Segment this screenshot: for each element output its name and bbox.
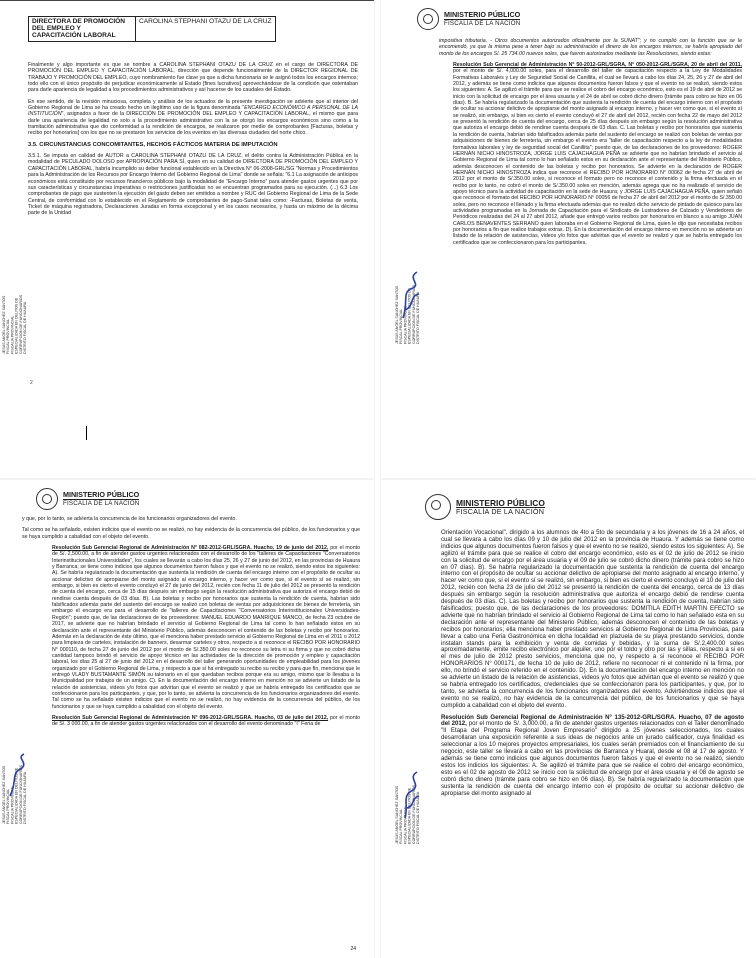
paragraph: Orientación Vocacional", dirigido a los alumnos de 4to a 5to de secundaria y a los jóvenes de 16 a 24 años, el cual se llevara a cabo los días 09 y 10 de julio del 2012 en la provincia de Huaura. Y además se tiene como indicios que algunos documentos fueron falsos y que el evento no se realizó, siendo estos los siguientes: A). Se agilizó el trámite para que se realice el cobro del encargo económico, esto es el 02 de julio de 2012 se inicio con la solicitud de encargo por el área usuaria y el 09 de julio se cobró dicho dinero (trámite para cobro se hizo en 07 días). B). Se habría regularizado la documentación que sustenta la rendición de cuenta del encargo interno con el propósito de ocultar su accionar delictivo de apropiarse del monto asignado al encargo interno, y hacer ver como que, si el evento sí se realizó, sin embargo, si bien es cierto el evento concluyó el 10 de julio del 2012, recién con fecha 23 de julio del 2012 se presentó la rendición de cuenta del encargo, cerca de 13 días después sin embargo según la resolución administrativa que autoriza el encargo debió de rendirse cuenta después de 03 días. C). Las boletas y recibo por honorarios que sustenta la rendición de cuenta, habrían sido falsificados; puesto que, de las declaraciones de los proveedores: DOMITILA EDITH MARTIN EFECTO se advierte que no habrían brindado el servicio al Gobierno Regional de Lima tal como lo han señalado esta en su declaración ante el representante del Ministerio Público, además desconocen el contenido de las boletas y recibos por honorarios; ella menciona haber prestado servicios al Gobierno Regional de Lima Provincias, para llevar a cabo una Feria Gastronómica en dicha localidad en plazuela de su playa prestando servicios, donde instalan stands para la exhibición y venta de comidas y bebidas, y la suma de S/.2,400.00 soles aproximadamente, emite recibo electrónico por alquiler, uno por el toldo y otro por las y sillas, respecto a si en el mes de julio de 2012 presto servicios, menciona que no, y respecto a si reconoce el RECIBO POR HONORARIOS N° 000171, de fecha 10 de julio de 2012, refiere no reconocer ni el contenido ni la firma, por ello, no brindó el servicio referido en el contenido. D). En la documentación del encargo interno en mención no se advierte un listado de la relación de asistencias, videos y/o fotos que advirtan que el evento se realizó y que se habría entregado los certificados, credenciales que se confeccionaron para los participantes, y que, por lo tanto, se advierta la concurrencia de los funcionarios organizadores del evento. Advirtiéndose indicios que el evento no se realizó, no hay evidencia de la concurrencia del público, de los funcionarios y que se haya cumplido a cabalidad con el objeto del evento. [441, 529, 744, 709]
resolution-body: por el monto de S/. 3 000.00, a fin de atender gastos urgentes relacionados con el desarrollo del evento denominado "I" Feria de [52, 714, 360, 728]
table-cell-value: CAROLINA STEPHANI OTAZU DE LA CRUZ [136, 17, 276, 42]
document-page-3 [0, 480, 374, 958]
resolution-paragraph [441, 715, 744, 798]
resolution-title: Resolución Sub Gerencial Regional de Administración N° 135-2012-GRL/SGRA. Huacho, 07 de agosto del 2012, [441, 713, 744, 728]
resolution-body: por el monto de S/. 4,000.00 soles, para el desarrollo del taller de capacitación respecto a la Ley de Modalidades Formativas Laborales y Ley de Seguridad Social de Canillita, el cual se llevará a cabo los días 24, 25, 26 y 27 de abril del 2012, y además se tiene como indicios que algunos documentos fueron falsos y que el evento no se realizó, siendo estos los siguientes: A. Se agilizó el trámite para que se realice el cobro del encargo económico, esto es el 19 de abril de 2012 se inicio con la solicitud de encargo por el área usuaria y el 24 de abril se cobró dicho dinero (trámite para cobro se hizo en 06 días). B. Se habría regularizado la documentación que sustenta la rendición de cuenta del encargo interno con el propósito de ocultar su accionar delictivo de apropiarse del monto asignado al encargo interno, y hacer ver como que, si el evento sí se realizó, sin embargo, si bien es cierto el evento concluyó el 27 de abril del 2012, recién con fecha 22 de mayo del 2012 se presentó la rendición de cuenta del encargo, cerca de 25 días después sin embargo según la resolución administrativa que autoriza el encargo debió de rendirse cuenta después de 03 días. C. Las boletas y recibo por honorarios que sustenta la rendición de cuenta, habrían sido falsificados además parte del sustento del encargo se realizó con boletas de ventas por adquisiciones de bienes de ferretería, sin embargo el evento era "taller de capacitación respecto a la ley de modalidades formativas laborales y ley de seguridad social del Canillita"; puesto que, de las declaraciones de los proveedores: ROGER HERNÁN NICHO HINOSTROZA, JORGE LUIS CAJACHAGUA PEÑA se advierte que no habrían brindado el servicio al Gobierno Regional de Lima tal como lo han señalado estos en su declaración ante el representante del Ministerio Público, además desconocen el contenido de las boletas y recibo por honorarios. Se advierte en la declaración de ROGER HERNÁN NICHO HINOSTROZA indica que reconoce el RECIBO POR HONORARIO N° 00062 de fecha 27 de abril de 2012 por el monto de S/.350.00 soles, si reconoce el formato pero no reconoce el contenido y la firma efectuada en el recibo por lo tanto, no cobró el monto de S/.350.00 soles en mención, además agrega que no ha realizado el servicio de apoyo técnico para la actividad de capacitación en la sede de Huaura; y JORGE LUIS CAJACHAGUA PEÑA, quien señaló que reconoce el formato del RECIBO POR HONORARIO N° 00056 de fecha 27 de abril del 2012 por el monto de S/.350.00 soles, pero no reconoce el llenado y la firma efectuada además que no realizó dicho servicio de pintado de quiosco para las actividades programadas en la Jornada de Capacitación para el Sindicato de Lustradores de Calzado y Vendedores de Periódicos realizadas del 24 al 27 abril 2012, añade que entregó varios recibos por honorarios en blanco a su amigo JUAN CARLOS BENAVENTES SERRANO quien laboraba en el Gobierno Regional de Lima, quien le dijo que necesitaba recibos por honorarios a fin que realice trabajos extras. D). En la documentación del encargo interno en mención no se advierte un listado de la relación de asistencias, videos y/o fotos que advirtan que el evento se realizó y que se habría entregado los certificados que se confeccionaron para los participantes, [453, 68, 742, 246]
institution-subtitle: FISCALÍA DE LA NACIÓN [63, 500, 140, 507]
resolution-paragraph [22, 715, 360, 728]
signature-icon [6, 750, 30, 802]
stamp-text: JESUS ANGEL SANCHEZ SANTOS FISCAL PROVINCIAL FISCALIA PROVINCIAL ESPECIALIZADA EN DELITOS DE CORRUPCION DE FUNCIONARIOS DISTRITO FISCAL DE HUAURA [395, 284, 421, 344]
resolution-paragraph [22, 545, 360, 710]
position-table [28, 16, 276, 42]
section-heading: 3.5. CIRCUNSTANCIAS CONCOMITANTES, HECHOS FÁCTICOS MATERIA DE IMPUTACIÓN [28, 141, 278, 148]
institution-header [425, 494, 545, 520]
table-cell-key: DIRECTORA DE PROMOCIÓN DEL EMPLEO Y CAPACITACIÓN LABORAL [29, 17, 136, 42]
paragraph: Finalmente y algo importante es que se nombre a CAROLINA STEPHANI OTAZU DE LA CRUZ en el cargo de DIRECTORA DE PROMOCIÓN DEL EMPLEO Y CAPACITACIÓN LABORAL, dirección que depende funcionalmente de la DIRECTOR REGIONAL DE TRABAJO Y PROMOCIÓN DEL EMPLEO, cuyo nombramiento fue clave ya que a dicha funcionaria se le asignó todos los encargos internos; todo ello con el único propósito de perjudicar económicamente al Estado [fines lucrativos] aprovechándose de la condición que ostentaban para darle apariencia de legalidad a los procedimientos administrativos y así hacerse de los caudales del Estado. [28, 62, 358, 94]
paragraph: Tal como se ha señalado, existen indicios que el evento no se realizó, no hay evidencia de la concurrencia del público, de los funcionarios y que se haya cumplido a cabalidad con el objeto del evento. [22, 527, 360, 540]
text-run: ENCARGO ECONÓMICO A PERSONAL DE LA INSTITUCIÓN [28, 105, 358, 118]
institution-subtitle: FISCALÍA DE LA NACIÓN [456, 507, 545, 516]
stamp-text: JESUS ANGEL SANCHEZ SANTOS FISCAL PROVINCIAL FISCALIA PROVINCIAL ESPECIALIZADA EN DELITOS DE CORRUPCION DE FUNCIONARIOS DISTRITO FISCAL DE HUAURA [2, 764, 28, 824]
institution-header [417, 8, 520, 30]
text-run: ", asignados a favor de la DIRECCIÓN DE PROMOCIÓN DEL EMPLEO Y CAPACITACIÓN LABORAL, el mismo que para darle una apariencia de legalidad no solo a la procedimiento administrativo con la se otorgó los encargos económicos sino como a la tramitación administrativa que dio conformidad a la rendición de encargos, se realizaron por medio de comprobantes [Facturas, boletas y recibo por honorarios] con los que no se prestaron los servicios de los eventos en las diversas ciudades del norte chico. [28, 111, 358, 137]
page-number: 2 [30, 380, 33, 386]
institution-header [36, 488, 139, 510]
signature-icon [399, 270, 423, 322]
fiscal-stamp [2, 720, 32, 824]
fiscal-stamp [2, 250, 32, 354]
fiscal-stamp [395, 740, 425, 844]
coat-of-arms-icon [36, 488, 58, 510]
text-run: En ese sentido, de la revisión minuciosa, completa y análisis de los actuados de la presente investigación se advierte que al interior del Gobierno Regional de Lima se ha creado hecho un ilegítimo uso de la figura denominada " [28, 98, 358, 112]
page-top-rule [0, 0, 374, 1]
resolution-body: por el monto de S/. 2,500.00, a fin de atender gastos urgentes relacionados con el desarrollo de los "talleres de Capacitaciones "Conversatorios Interinstitucionales Universidades", los cuales se llevarán a cabo los días 25, 26 y 27 de junio del 2012, en las provincias de Huaura y Barranca; se tiene como indicios que algunos documentos fueron falsos y que el evento no se realizó, siendo estos los siguientes: A). Se habría regularizado la documentación que sustenta la rendición de cuenta del encargo interno con el propósito de ocultar su accionar delictivo de apropiarse del monto asignado al encargo interno, y hacer ver como que, si el evento sí se realizó, sin embargo, si bien es cierto el evento concluyó el 27 de junio del 2012, recién con fecha 11 de julio del 2012 se presentó la rendición de cuenta del encargo, cerca de 15 días después sin embargo según la resolución administrativa que autoriza el encargo debió de rendirse cuenta después de 03 días. B). Las boletas y recibo por honorarios que sustenta la rendición de cuenta, habrían sido falsificados además parte del sustento del encargo se realizó con boletas de ventas por adquisiciones de bienes de ferretería, sin embargo el encargo era para el desarrollo de "talleres de Capacitaciones "Conversatorios Interinstitucionales Universidades-Región"; puesto que, de las declaraciones de los proveedores: MANUEL EDUARDO MANRIQUE MANCO, de fecha 23 octubre de 2017, se advierte que no habrían brindado el servicio al Gobierno Regional de Lima tal como lo han señalado estos en su declaración ante el representante del Ministerio Público, además desconocen el contenido de las boletas y recibo por honorarios. Además en la declaración de éste último, que el menciona haber prestado servicio al Gobierno Regional de Lima en el 2011 o 2012 para limpieza de carteles, instalación de banners, desarmar carteles y otros, respecto a si reconoce el RECIBO POR HONORARIO N° 000110, de fecha 27 de junio del 2012 por el monto de S/.350.00 soles no reconoce su letra ni su firma y que no cobró dicha cantidad tampoco brindó el servicio de apoyo técnico en las actividades de la dirección de promoción y empleo y capacitación laboral, los días 25 al 27 de junio del 2012 en el desarrollo del taller generando oportunidades de empleabilidad para los jóvenes organizado por el Gobierno Regional de Lima, y respecto a que si ha entregado su recibo su recibo y para que fin, menciona que le entregó VLADY BUSTAMANTE SIMÓN su talonario en el que quedaban recibos porque era su amigo, mismo que lo llevaba a la Municipalidad por trabajos de un amigo. C). En la documentación del encargo interno en mención no se advierte un listado de la relación de asistencias, videos y/o fotos que advirtan que el evento se realizó y que se habría entregado los certificados que se confeccionaron para los participantes, y que, por lo tanto, se advierta la concurrencia de los funcionarios organizadores del evento. Tal como se ha señalado existen indicios que el evento no se realizó, no hay evidencia de la concurrencia del público, de los funcionarios y que se haya cumplido a cabalidad con el objeto del evento. [52, 545, 360, 710]
page-2-body [381, 38, 756, 251]
text-cursor [86, 426, 87, 440]
coat-of-arms-icon [425, 494, 451, 520]
page-4-body [381, 530, 756, 802]
resolution-paragraph [439, 62, 742, 246]
paragraph: impositiva tributaria. - Otros documentos autorizados oficialmente por la SUNAT"; y no cumplió con la función que se le encomendó, ya que la misma pese a tener bajo su administración el dinero de los encargos internos, se habría apropiado del monto de los encargos S/. 25 734.00 nuevos soles, que fueron autorizados mediante las Resoluciones, siendo estas: [439, 38, 742, 57]
coat-of-arms-icon [417, 8, 439, 30]
table-row [29, 17, 276, 42]
resolution-body: por el monto de S/. 3,000.00, a fin de atender gastos urgentes relacionados con el Taller denominado "II Etapa del Programa Regional Joven Empresario" dirigido a 25 jóvenes seleccionados, los cuales desarrollaran una exposición referente a sus ideas de negocios ante un jurado calificador, cuya finalidad es seleccionar a los 10 mejores proyectos empresariales, los cuales serán premiados con el financiamiento de su negocio, este taller se llevará a cabo en las provincias de Barranca y Huaral, desde el 08 al 17 de agosto. Y además se tiene como indicios que algunos documentos fueron falsos y que el evento no se realizó, siendo estos los indicios los siguientes: A. Se agilizó el trámite para que se realice el cobro del encargo económico, esto es el 02 de agosto de 2012 se inicio con la solicitud de encargo por el área usuaria y el 08 de agosto se cobró dicho dinero (trámite para cobro se hizo en 06 días). B). Se habría regularizado la documentación que sustenta la rendición de cuenta del encargo interno con el propósito de ocultar su accionar delictivo de apropiarse del monto asignado al [441, 720, 744, 797]
stamp-text: JESUS ANGEL SANCHEZ SANTOS FISCAL PROVINCIAL FISCALIA PROVINCIAL ESPECIALIZADA EN DELITOS DE CORRUPCION DE FUNCIONARIOS DISTRITO FISCAL DE HUAURA [395, 784, 421, 844]
resolution-title: Resolución Sub Gerencial de Administración N° 50-2012-GRL/SGRA, N° 050-2012-GRL/SGRA, 20 de abril del 2011, [453, 62, 742, 69]
paragraph: 3.5.1. Se imputa en calidad de AUTOR a CAROLINA STEPHANI OTAZU DE LA CRUZ, el delito contra la Administración Pública en la modalidad de PECULADO DOLOSO por APROPIACIÓN PARA SÍ, quien en su calidad de DIRECTORA DE PROMOCIÓN DEL EMPLEO Y CAPACITACIÓN LABORAL, habría incumplido su deber funcional establecido en la Directiva N° 06-2008-GRL/SG "Normas y Procedimientos para la Administración de los Recursos por Encargo Interno del Gobierno Regional de Lima" donde se señala: "6.1 La asignación de anticipos económicos está constituido por recursos financieros públicos bajo la modalidad de "Encargo Interno" para atender gastos urgentes que por sus características y circunstancias imperativas o restricciones justificadas no se encuentran programados para su ejecución. (...) 6.3 Los comprobantes de pago que sustenten la ejecución del gasto deben ser emitidos a nombre y RUC del Gobierno Regional de Lima de la Sede Central, de conformidad con lo establecido en el Reglamento de comprobantes de pago-Sunat tales como: -Facturas, Boletas de venta, Ticket de máquina registradora, Declaraciones Juradas en forma excepcional y en los casos necesarios, y hasta un máximo de la décima parte de la Unidad [28, 153, 358, 217]
institution-name: MINISTERIO PÚBLICO [444, 10, 521, 19]
institution-name: MINISTERIO PÚBLICO [456, 498, 545, 508]
document-page-4 [381, 480, 756, 958]
page-1-body [0, 62, 374, 222]
document-page-1 [0, 0, 374, 478]
resolution-title: Resolución Sub Gerencial Regional de Administración N° 082-2012-GRL/SGRA. Huacho, 19 de junio del 2012, [52, 545, 329, 552]
signature-icon [399, 770, 423, 822]
paragraph: y que, por lo tanto, se advierta la concurrencia de los funcionarios organizadores del evento. [22, 516, 237, 522]
resolution-title: Resolución Sub Gerencial Regional de Administración N° 096-2012-GRL/SGRA. Huacho, 03 de julio del 2012, [52, 714, 329, 721]
page-footnote: 24 [350, 946, 356, 952]
paragraph [28, 99, 358, 137]
institution-name: MINISTERIO PÚBLICO [63, 490, 140, 499]
page-3-body [0, 516, 374, 733]
document-page-2 [381, 0, 756, 478]
fiscal-stamp [395, 240, 425, 344]
stamp-text: JESUS ANGEL SANCHEZ SANTOS FISCAL PROVINCIAL FISCALIA PROVINCIAL ESPECIALIZADA EN DELITOS DE CORRUPCION DE FUNCIONARIOS DISTRITO FISCAL DE HUAURA [2, 294, 28, 354]
institution-subtitle: FISCALÍA DE LA NACIÓN [444, 20, 521, 27]
